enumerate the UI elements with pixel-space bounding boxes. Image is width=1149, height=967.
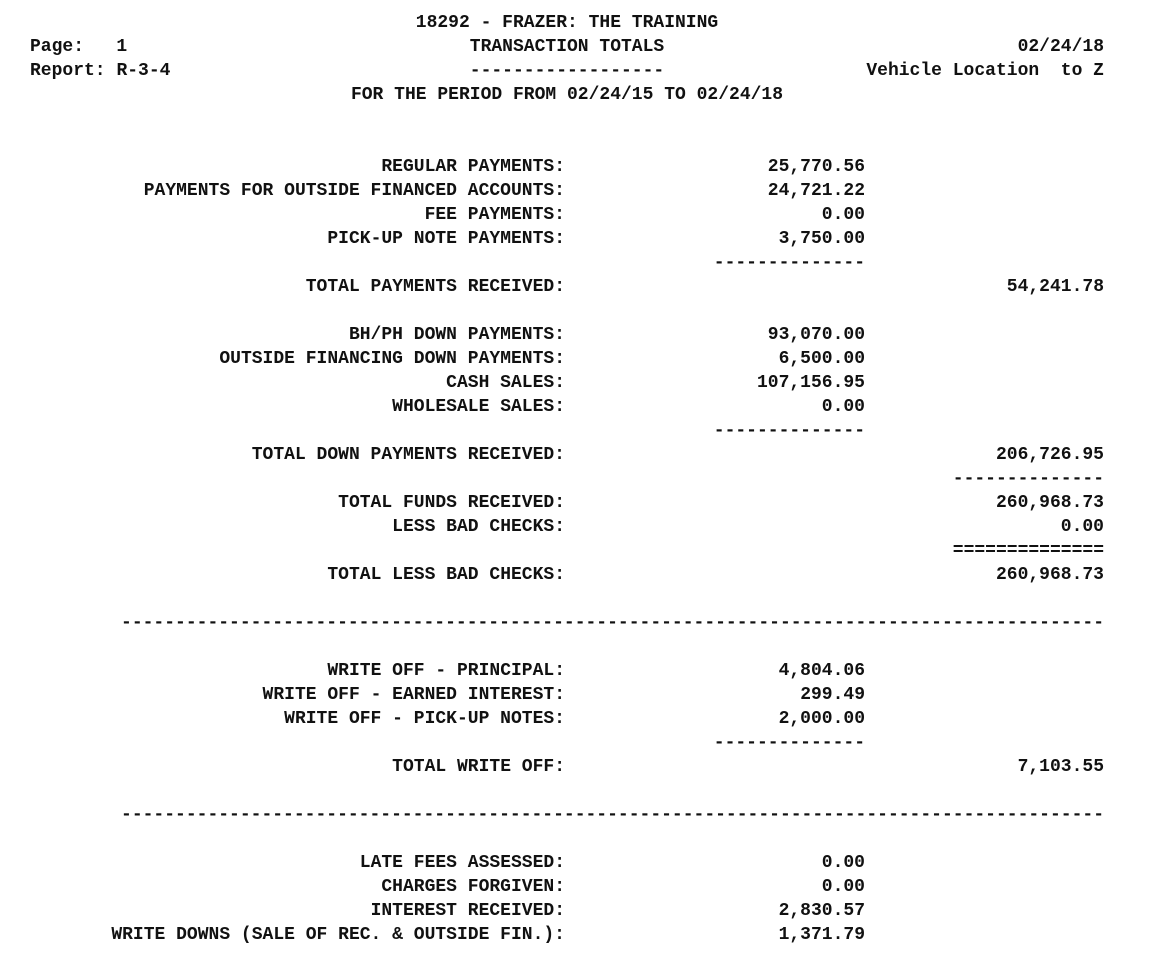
sort-label: Vehicle Location: [866, 61, 1040, 81]
sort-range: [866, 60, 1104, 82]
pickup-note-payments-amount: 3,750.00: [778, 229, 865, 249]
report-id: R-3-4: [116, 61, 171, 81]
total-funds-label: TOTAL FUNDS RECEIVED:: [338, 493, 565, 513]
total-write-off-amount: 7,103.55: [1017, 757, 1104, 777]
write-off-interest-amount: 299.49: [800, 685, 865, 705]
bhph-down-payments-amount: 93,070.00: [767, 325, 865, 345]
regular-payments-amount: 25,770.56: [767, 157, 865, 177]
write-off-subtotal-rule: --------------: [713, 733, 865, 753]
down-payments-subtotal-rule: --------------: [713, 421, 865, 441]
charges-forgiven-amount: 0.00: [821, 877, 865, 897]
total-write-off-label: TOTAL WRITE OFF:: [392, 757, 565, 777]
range-label: to Z: [1060, 61, 1104, 81]
bad-checks-amount: 0.00: [1060, 517, 1104, 537]
total-less-bad-checks-label: TOTAL LESS BAD CHECKS:: [327, 565, 565, 585]
wholesale-sales-label: WHOLESALE SALES:: [392, 397, 565, 417]
cash-sales-amount: 107,156.95: [756, 373, 865, 393]
outside-financed-payments-amount: 24,721.22: [767, 181, 865, 201]
section-divider: -------------------------------------------------------------------------------------------: [121, 613, 1104, 633]
write-off-interest-label: WRITE OFF - EARNED INTEREST:: [262, 685, 565, 705]
report-date: 02/24/18: [1017, 37, 1104, 57]
total-down-payments-amount: 206,726.95: [995, 445, 1104, 465]
wholesale-sales-amount: 0.00: [821, 397, 865, 417]
funds-double-rule: ==============: [952, 541, 1104, 561]
bhph-down-payments-label: BH/PH DOWN PAYMENTS:: [348, 325, 565, 345]
write-downs-label: WRITE DOWNS (SALE OF REC. & OUTSIDE FIN.):: [111, 925, 565, 945]
outside-financing-down-amount: 6,500.00: [778, 349, 865, 369]
write-off-pickup-notes-label: WRITE OFF - PICK-UP NOTES:: [284, 709, 565, 729]
outside-financed-payments-label: PAYMENTS FOR OUTSIDE FINANCED ACCOUNTS:: [143, 181, 565, 201]
write-off-pickup-notes-amount: 2,000.00: [778, 709, 865, 729]
outside-financing-down-label: OUTSIDE FINANCING DOWN PAYMENTS:: [219, 349, 565, 369]
report-label: Report:: [30, 61, 106, 81]
interest-received-amount: 2,830.57: [778, 901, 865, 921]
total-payments-label: TOTAL PAYMENTS RECEIVED:: [305, 277, 565, 297]
total-down-payments-rule: --------------: [952, 469, 1104, 489]
late-fees-label: LATE FEES ASSESSED:: [359, 853, 565, 873]
total-less-bad-checks-amount: 260,968.73: [995, 565, 1104, 585]
total-funds-amount: 260,968.73: [995, 493, 1104, 513]
report-period: FOR THE PERIOD FROM 02/24/15 TO 02/24/18: [350, 85, 784, 105]
regular-payments-label: REGULAR PAYMENTS:: [381, 157, 565, 177]
report-subtitle: TRANSACTION TOTALS: [469, 37, 665, 57]
total-down-payments-label: TOTAL DOWN PAYMENTS RECEIVED:: [251, 445, 565, 465]
pickup-note-payments-label: PICK-UP NOTE PAYMENTS:: [327, 229, 565, 249]
write-off-principal-amount: 4,804.06: [778, 661, 865, 681]
bad-checks-label: LESS BAD CHECKS:: [392, 517, 565, 537]
payments-subtotal-rule: --------------: [713, 253, 865, 273]
fee-payments-label: FEE PAYMENTS:: [424, 205, 565, 225]
write-off-principal-label: WRITE OFF - PRINCIPAL:: [327, 661, 565, 681]
write-downs-amount: 1,371.79: [778, 925, 865, 945]
page-label: Page:: [30, 37, 85, 57]
section-divider: -------------------------------------------------------------------------------------------: [121, 805, 1104, 825]
total-payments-amount: 54,241.78: [1006, 277, 1104, 297]
cash-sales-label: CASH SALES:: [446, 373, 565, 393]
interest-received-label: INTEREST RECEIVED:: [370, 901, 565, 921]
report-title: 18292 - FRAZER: THE TRAINING: [415, 13, 719, 33]
late-fees-amount: 0.00: [821, 853, 865, 873]
fee-payments-amount: 0.00: [821, 205, 865, 225]
charges-forgiven-label: CHARGES FORGIVEN:: [381, 877, 565, 897]
subtitle-underline: ------------------: [469, 61, 665, 81]
page-number: 1: [116, 37, 128, 57]
